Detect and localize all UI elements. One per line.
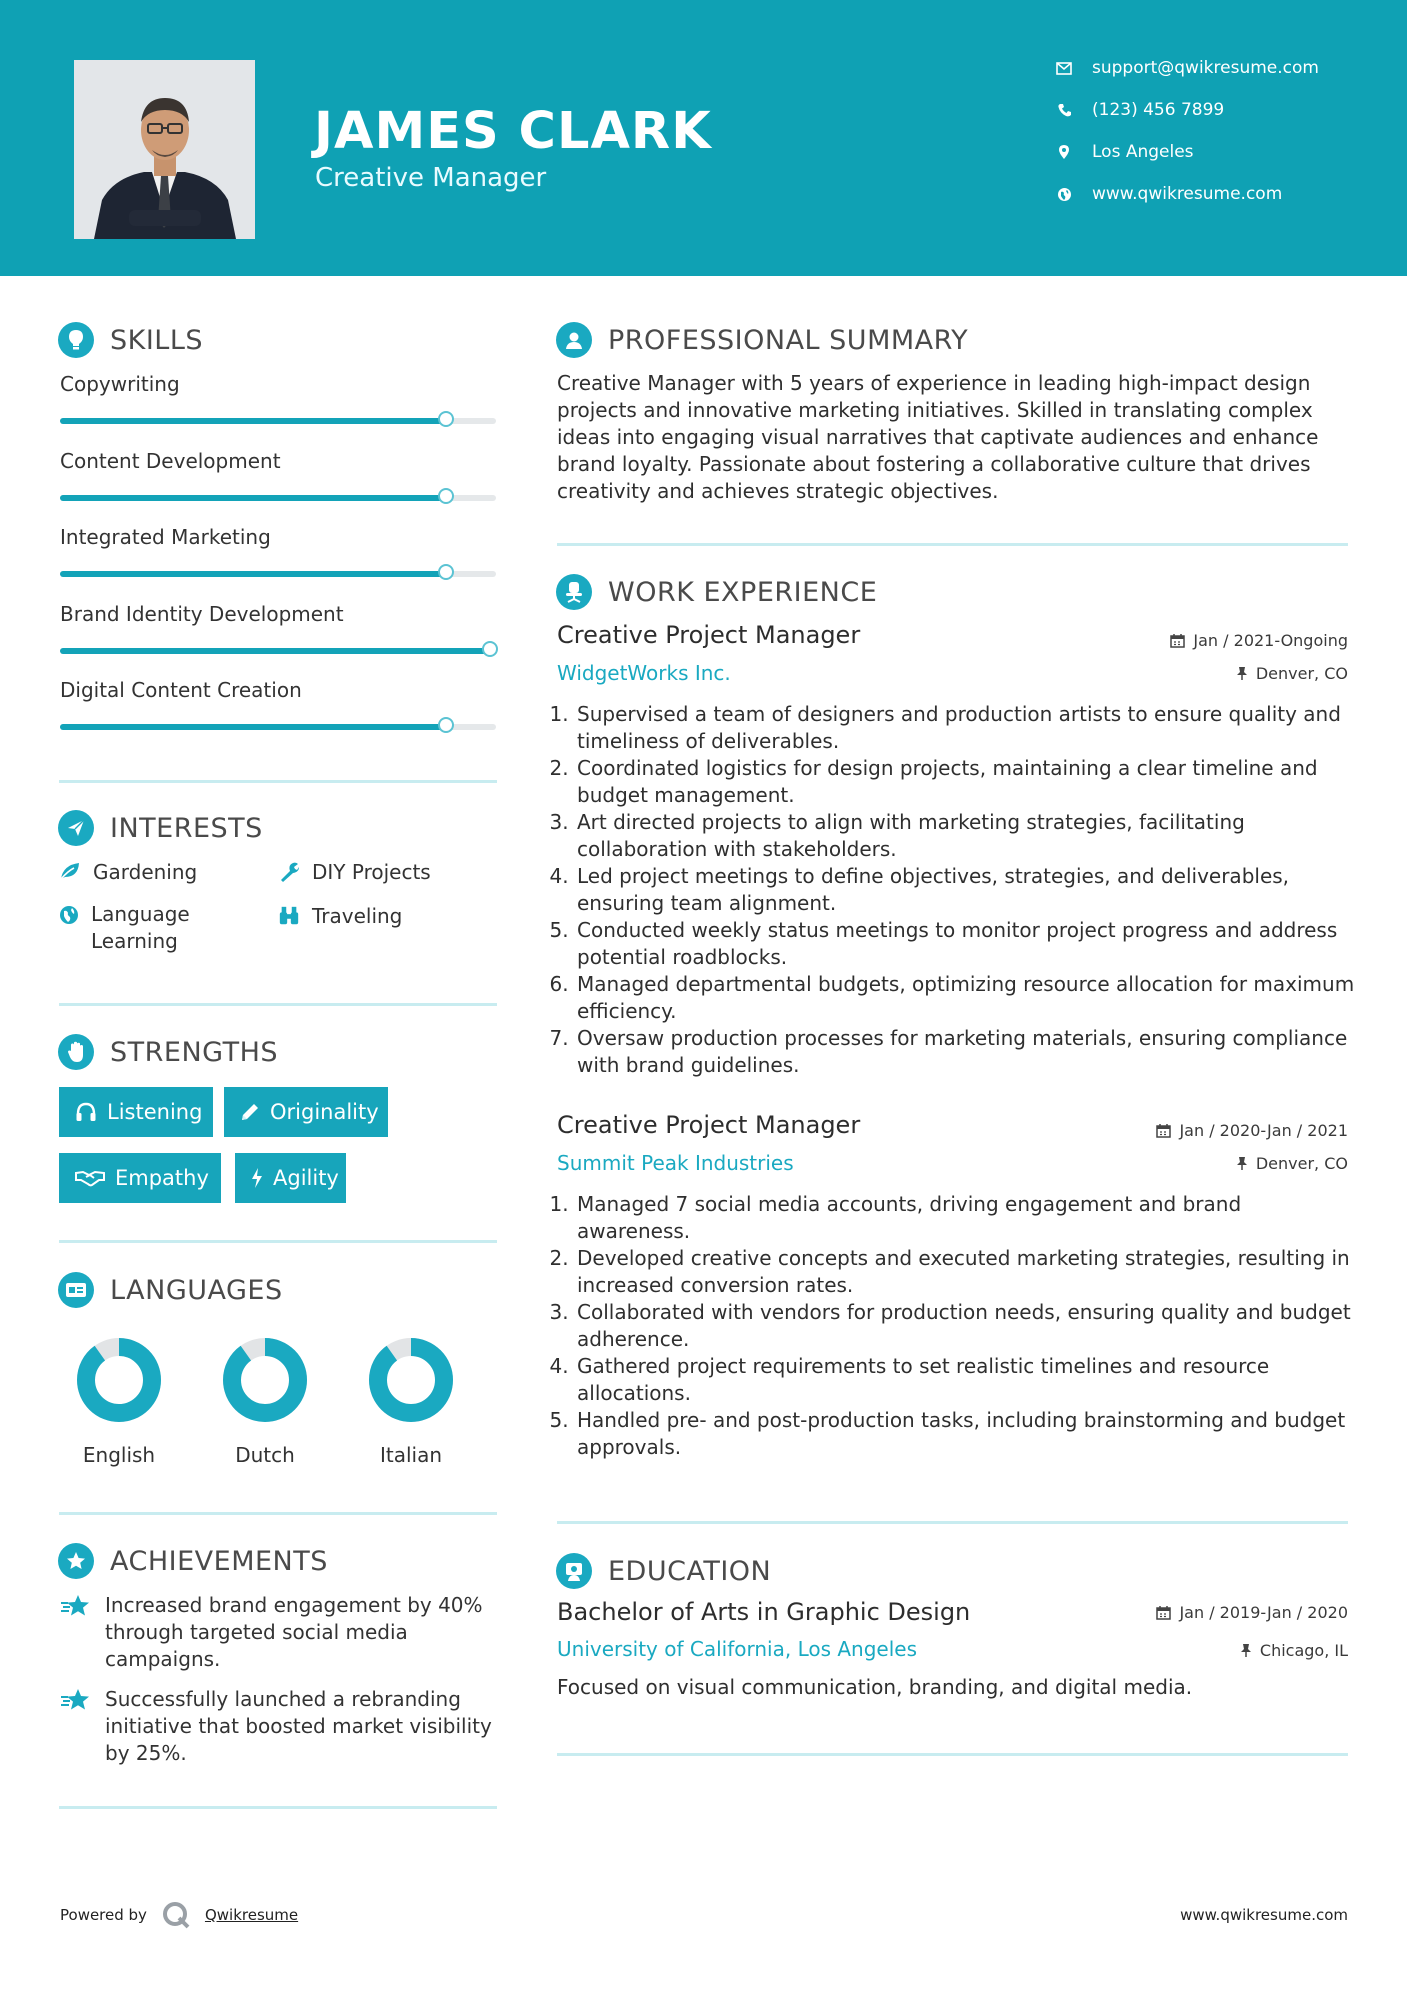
wrench-icon xyxy=(278,861,300,883)
strength-label: Empathy xyxy=(115,1166,209,1190)
divider xyxy=(59,780,497,783)
strength-label: Originality xyxy=(270,1100,379,1124)
job-bullet: 5. Handled pre- and post-production tasks, including brainstorming and budget approvals. xyxy=(575,1407,1355,1461)
calendar-icon xyxy=(1156,1605,1171,1620)
skills-title: SKILLS xyxy=(110,324,204,356)
skill-label: Copywriting xyxy=(60,372,180,396)
job-location xyxy=(1236,664,1348,683)
language-donuts xyxy=(59,1330,497,1430)
globe-icon xyxy=(59,905,79,927)
strength-badge xyxy=(59,1087,213,1137)
phone-icon xyxy=(1054,100,1074,120)
skill-bar-fill xyxy=(60,418,452,424)
job-bullet: 5. Conducted weekly status meetings to monitor project progress and address potential roadblocks. xyxy=(575,917,1355,971)
language-donut-fill xyxy=(86,1347,152,1413)
achievement-text: Increased brand engagement by 40% through targeted social media campaigns. xyxy=(105,1593,483,1671)
candidate-name: JAMES CLARK xyxy=(314,102,712,161)
leaf-icon xyxy=(59,861,81,883)
education-dates-text: Jan / 2019-Jan / 2020 xyxy=(1179,1603,1348,1622)
job-company: WidgetWorks Inc. xyxy=(557,661,731,685)
strength-badge xyxy=(235,1153,346,1203)
calendar-icon xyxy=(1170,633,1185,648)
job-dates-text: Jan / 2020-Jan / 2021 xyxy=(1179,1121,1348,1140)
experience-heading xyxy=(556,574,877,610)
job-dates-text: Jan / 2021-Ongoing xyxy=(1193,631,1348,650)
skill-bar-fill xyxy=(60,571,452,577)
skill-label: Content Development xyxy=(60,448,281,473)
strengths-heading xyxy=(58,1034,278,1070)
interest-label: Language Learning xyxy=(91,902,190,953)
achievement-item xyxy=(60,1592,500,1673)
job-bullet: 7. Oversaw production processes for marketing materials, ensuring compliance with brand guidelines. xyxy=(575,1025,1355,1079)
language-donut-fill xyxy=(232,1347,298,1413)
headphones-icon xyxy=(75,1102,97,1122)
skill-bar-knob xyxy=(482,641,498,657)
skill-bar-fill xyxy=(60,495,452,501)
job-bullets xyxy=(554,701,1355,1079)
pushpin-icon xyxy=(1236,1156,1248,1171)
job-dates xyxy=(1156,1121,1348,1140)
language-label: English xyxy=(82,1443,156,1467)
pushpin-icon xyxy=(1236,666,1248,681)
job-location-text: Denver, CO xyxy=(1255,1154,1348,1173)
skill-bar-fill xyxy=(60,648,496,654)
achievements-title: ACHIEVEMENTS xyxy=(110,1545,328,1577)
language-label: Italian xyxy=(379,1443,443,1467)
profile-photo xyxy=(74,60,255,239)
paper-plane-icon xyxy=(58,810,94,846)
contact-location-text: Los Angeles xyxy=(1092,142,1194,162)
divider xyxy=(59,1240,497,1243)
lightbulb-icon xyxy=(58,322,94,358)
skill-bar-fill xyxy=(60,724,452,730)
languages-heading xyxy=(58,1272,283,1308)
job-bullet: 1. Managed 7 social media accounts, driving engagement and brand awareness. xyxy=(575,1191,1355,1245)
divider xyxy=(59,1512,497,1515)
job-location-text: Denver, CO xyxy=(1255,664,1348,683)
summary-heading xyxy=(556,322,968,358)
job-bullet: 3. Collaborated with vendors for production needs, ensuring quality and budget adherence. xyxy=(575,1299,1355,1353)
contact-location xyxy=(1054,142,1194,162)
qwikresume-logo-icon xyxy=(161,1900,191,1930)
skill-bar xyxy=(60,418,496,424)
envelope-icon xyxy=(1054,58,1074,78)
interest-item xyxy=(278,860,431,884)
skills-heading xyxy=(58,322,203,358)
skill-bar-knob xyxy=(438,564,454,580)
map-pin-icon xyxy=(1054,142,1074,162)
education-school: University of California, Los Angeles xyxy=(557,1637,918,1661)
strength-label: Listening xyxy=(107,1100,203,1124)
interests-heading xyxy=(58,810,263,846)
job-bullet: 6. Managed departmental budgets, optimizing resource allocation for maximum efficiency. xyxy=(575,971,1355,1025)
contact-phone[interactable] xyxy=(1054,100,1224,120)
strength-badge xyxy=(59,1153,221,1203)
divider xyxy=(59,1806,497,1809)
footer-powered-by xyxy=(60,1900,298,1930)
contact-phone-text: (123) 456 7899 xyxy=(1092,100,1225,120)
footer-website-link[interactable]: www.qwikresume.com xyxy=(1180,1906,1348,1924)
skill-bar xyxy=(60,648,496,654)
interests-title: INTERESTS xyxy=(110,812,263,844)
skill-bar xyxy=(60,495,496,501)
job-bullet: 4. Gathered project requirements to set realistic timelines and resource allocations. xyxy=(575,1353,1355,1407)
job-role: Creative Project Manager xyxy=(557,1111,861,1139)
skill-bar-knob xyxy=(438,717,454,733)
job-bullet: 4. Led project meetings to define objectives, strategies, and deliverables, ensuring team alignment. xyxy=(575,863,1355,917)
calendar-icon xyxy=(1156,1123,1171,1138)
resume-header xyxy=(0,0,1407,276)
job-location xyxy=(1236,1154,1348,1173)
job-role: Creative Project Manager xyxy=(557,621,861,649)
education-heading xyxy=(556,1553,771,1589)
job-bullets xyxy=(554,1191,1355,1461)
graduate-icon xyxy=(556,1553,592,1589)
contact-website-text: www.qwikresume.com xyxy=(1092,184,1283,204)
contact-website[interactable] xyxy=(1054,184,1282,204)
strength-label: Agility xyxy=(273,1166,339,1190)
language-label: Dutch xyxy=(235,1443,295,1467)
language-donut-fill xyxy=(378,1347,444,1413)
language-donut xyxy=(86,1347,152,1413)
divider xyxy=(557,543,1348,546)
education-location xyxy=(1240,1641,1348,1660)
interest-item xyxy=(59,860,197,884)
job-bullet: 3. Art directed projects to align with marketing strategies, facilitating collaboration with stakeholders. xyxy=(575,809,1355,863)
contact-email-text: support@qwikresume.com xyxy=(1092,58,1319,78)
skill-bar xyxy=(60,571,496,577)
summary-title: PROFESSIONAL SUMMARY xyxy=(608,324,969,356)
skill-bar-knob xyxy=(438,411,454,427)
contact-email[interactable] xyxy=(1054,58,1319,78)
education-dates xyxy=(1156,1603,1348,1622)
language-card-icon xyxy=(58,1272,94,1308)
powered-by-text: Powered by xyxy=(60,1906,147,1924)
candidate-title: Creative Manager xyxy=(315,163,547,193)
divider xyxy=(557,1521,1348,1524)
pushpin-icon xyxy=(1240,1643,1252,1658)
interest-item xyxy=(59,904,219,955)
interest-item xyxy=(278,904,402,928)
education-title: EDUCATION xyxy=(608,1555,772,1587)
achievements-heading xyxy=(58,1543,328,1579)
star-badge-icon xyxy=(58,1543,94,1579)
job-dates xyxy=(1170,631,1348,650)
skill-label: Brand Identity Development xyxy=(60,601,344,626)
interest-label: Traveling xyxy=(312,904,403,928)
language-donut xyxy=(232,1347,298,1413)
achievement-item xyxy=(60,1686,500,1767)
strength-badge xyxy=(224,1087,388,1137)
education-description: Focused on visual communication, branding, and digital media. xyxy=(557,1675,1193,1699)
interest-label: DIY Projects xyxy=(312,860,431,884)
job-company: Summit Peak Industries xyxy=(557,1151,794,1175)
star-icon xyxy=(60,1688,90,1767)
skill-bar-knob xyxy=(438,488,454,504)
divider xyxy=(59,1003,497,1006)
education-location-text: Chicago, IL xyxy=(1259,1641,1348,1660)
achievement-text: Successfully launched a rebranding initiative that boosted market visibility by 25%. xyxy=(105,1687,492,1765)
divider xyxy=(557,1753,1348,1756)
bolt-icon xyxy=(251,1167,263,1189)
skill-label: Digital Content Creation xyxy=(60,678,302,702)
footer-brand-link[interactable]: Qwikresume xyxy=(204,1906,299,1924)
skill-bar xyxy=(60,724,496,730)
globe-icon xyxy=(1054,184,1074,204)
office-chair-icon xyxy=(556,574,592,610)
strengths-title: STRENGTHS xyxy=(110,1036,279,1068)
education-degree: Bachelor of Arts in Graphic Design xyxy=(557,1598,971,1626)
language-donut xyxy=(378,1347,444,1413)
interest-label: Gardening xyxy=(93,860,198,884)
languages-title: LANGUAGES xyxy=(110,1274,283,1306)
summary-text: Creative Manager with 5 years of experience in leading high-impact design projects and innovative marketing initiatives. Skilled in translating complex ideas into engaging visual narratives that captivate audiences and enhance brand loyalty. Passionate about fostering a collaborative culture that drives creativity and achieves strategic objectives. xyxy=(557,371,1319,503)
pencil-icon xyxy=(240,1102,260,1122)
binoculars-icon xyxy=(278,905,300,927)
hand-icon xyxy=(58,1034,94,1070)
job-bullet: 1. Supervised a team of designers and production artists to ensure quality and timeliness of deliverables. xyxy=(575,701,1355,755)
skill-label: Integrated Marketing xyxy=(60,525,271,549)
handshake-icon xyxy=(75,1169,105,1187)
star-icon xyxy=(60,1594,90,1673)
experience-title: WORK EXPERIENCE xyxy=(608,576,878,608)
job-bullet: 2. Coordinated logistics for design projects, maintaining a clear timeline and budget management. xyxy=(575,755,1355,809)
job-bullet: 2. Developed creative concepts and executed marketing strategies, resulting in increased conversion rates. xyxy=(575,1245,1355,1299)
user-icon xyxy=(556,322,592,358)
